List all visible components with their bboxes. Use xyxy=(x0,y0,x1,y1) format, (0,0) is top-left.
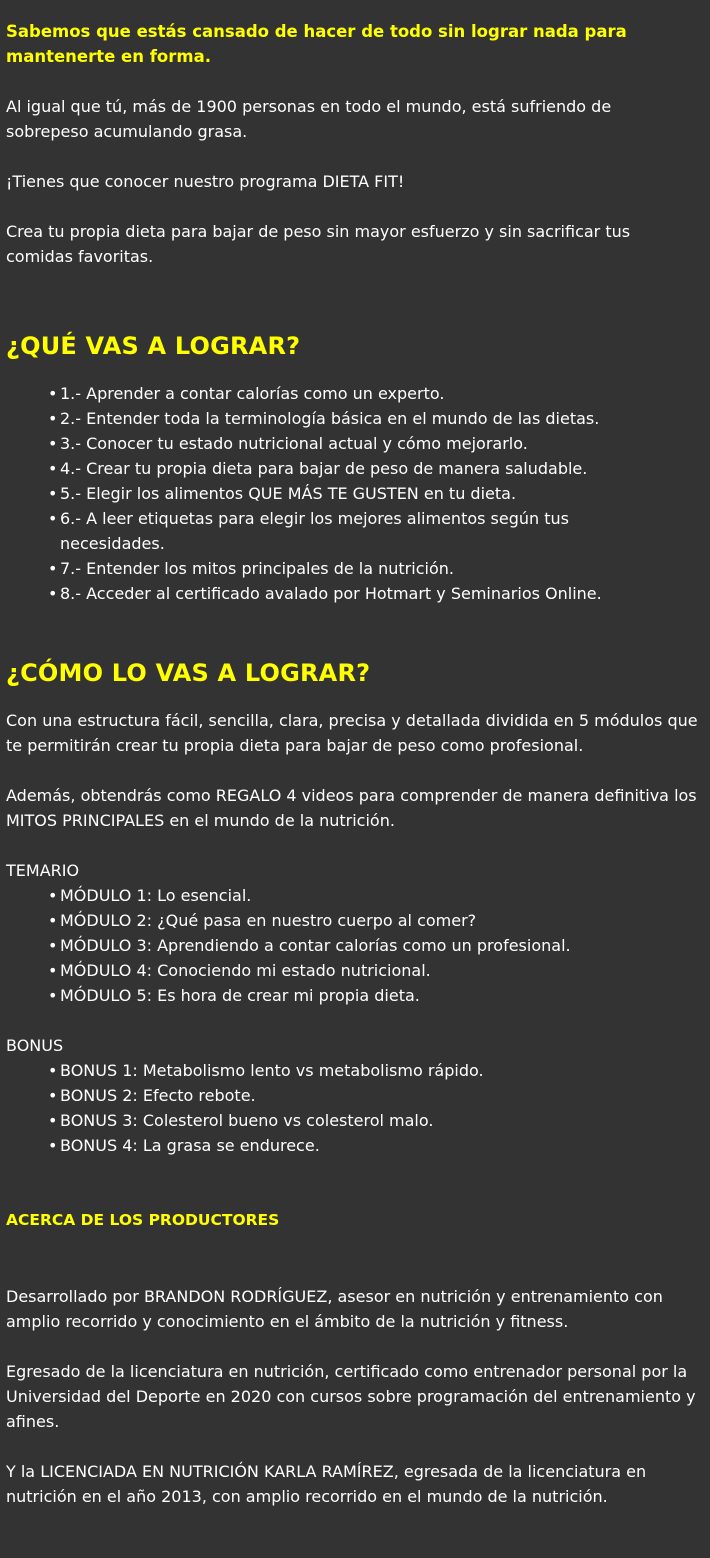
intro-paragraph-3: Crea tu propia dieta para bajar de peso sin mayor esfuerzo y sin sacrificar tus comidas favoritas. xyxy=(6,222,631,266)
list-item: • BONUS 2: Efecto rebote. xyxy=(48,1083,688,1108)
how-paragraph-1: Con una estructura fácil, sencilla, clara, precisa y detallada dividida en 5 módulos que te permitirán crear tu propia dieta para bajar de peso como profesional. xyxy=(6,711,698,755)
intro-paragraph-2: ¡Tienes que conocer nuestro programa DIETA FIT! xyxy=(6,172,405,191)
list-item: • BONUS 4: La grasa se endurece. xyxy=(48,1133,688,1158)
temario-label: TEMARIO xyxy=(6,861,80,880)
bonus-label: BONUS xyxy=(6,1036,64,1055)
list-item: • MÓDULO 3: Aprendiendo a contar calorías como un profesional. xyxy=(48,933,688,958)
list-item: • BONUS 1: Metabolismo lento vs metabolismo rápido. xyxy=(48,1058,688,1083)
achieve-heading: ¿QUÉ VAS A LOGRAR? xyxy=(6,332,301,360)
list-item: • MÓDULO 4: Conociendo mi estado nutricional. xyxy=(48,958,688,983)
producers-paragraph-1: Desarrollado por BRANDON RODRÍGUEZ, asesor en nutrición y entrenamiento con amplio recorrido y conocimiento en el ámbito de la nutrición y fitness. xyxy=(6,1287,663,1331)
list-item: • 3.- Conocer tu estado nutricional actual y cómo mejorarlo. xyxy=(48,431,668,456)
bonus-list xyxy=(6,1058,688,1158)
product-description xyxy=(6,19,710,1509)
list-item: • 6.- A leer etiquetas para elegir los mejores alimentos según tus necesidades. xyxy=(48,506,668,556)
list-item: • 5.- Elegir los alimentos QUE MÁS TE GUSTEN en tu dieta. xyxy=(48,481,668,506)
intro-paragraph-1: Al igual que tú, más de 1900 personas en todo el mundo, está sufriendo de sobrepeso acumulando grasa. xyxy=(6,97,612,141)
producers-paragraph-3: Y la LICENCIADA EN NUTRICIÓN KARLA RAMÍREZ, egresada de la licenciatura en nutrición en el año 2013, con amplio recorrido en el mundo de la nutrición. xyxy=(6,1462,647,1506)
achieve-list xyxy=(6,381,668,606)
list-item: • 7.- Entender los mitos principales de la nutrición. xyxy=(48,556,668,581)
list-item: • 4.- Crear tu propia dieta para bajar de peso de manera saludable. xyxy=(48,456,668,481)
list-item: • 2.- Entender toda la terminología básica en el mundo de las dietas. xyxy=(48,406,668,431)
modules-list xyxy=(6,883,688,1008)
list-item: • MÓDULO 1: Lo esencial. xyxy=(48,883,688,908)
producers-heading: ACERCA DE LOS PRODUCTORES xyxy=(6,1211,280,1229)
list-item: • 1.- Aprender a contar calorías como un experto. xyxy=(48,381,668,406)
list-item: • BONUS 3: Colesterol bueno vs colesterol malo. xyxy=(48,1108,688,1133)
how-paragraph-2: Además, obtendrás como REGALO 4 videos para comprender de manera definitiva los MITOS PRINCIPALES en el mundo de la nutrición. xyxy=(6,786,697,830)
list-item: • 8.- Acceder al certificado avalado por Hotmart y Seminarios Online. xyxy=(48,581,668,606)
producers-paragraph-2: Egresado de la licenciatura en nutrición, certificado como entrenador personal por la Universidad del Deporte en 2020 con cursos sobre programación del entrenamiento y afines. xyxy=(6,1362,696,1431)
list-item: • MÓDULO 2: ¿Qué pasa en nuestro cuerpo al comer? xyxy=(48,908,688,933)
list-item: • MÓDULO 5: Es hora de crear mi propia dieta. xyxy=(48,983,688,1008)
how-heading: ¿CÓMO LO VAS A LOGRAR? xyxy=(6,659,371,687)
intro-headline: Sabemos que estás cansado de hacer de todo sin lograr nada para mantenerte en forma. xyxy=(6,22,627,66)
